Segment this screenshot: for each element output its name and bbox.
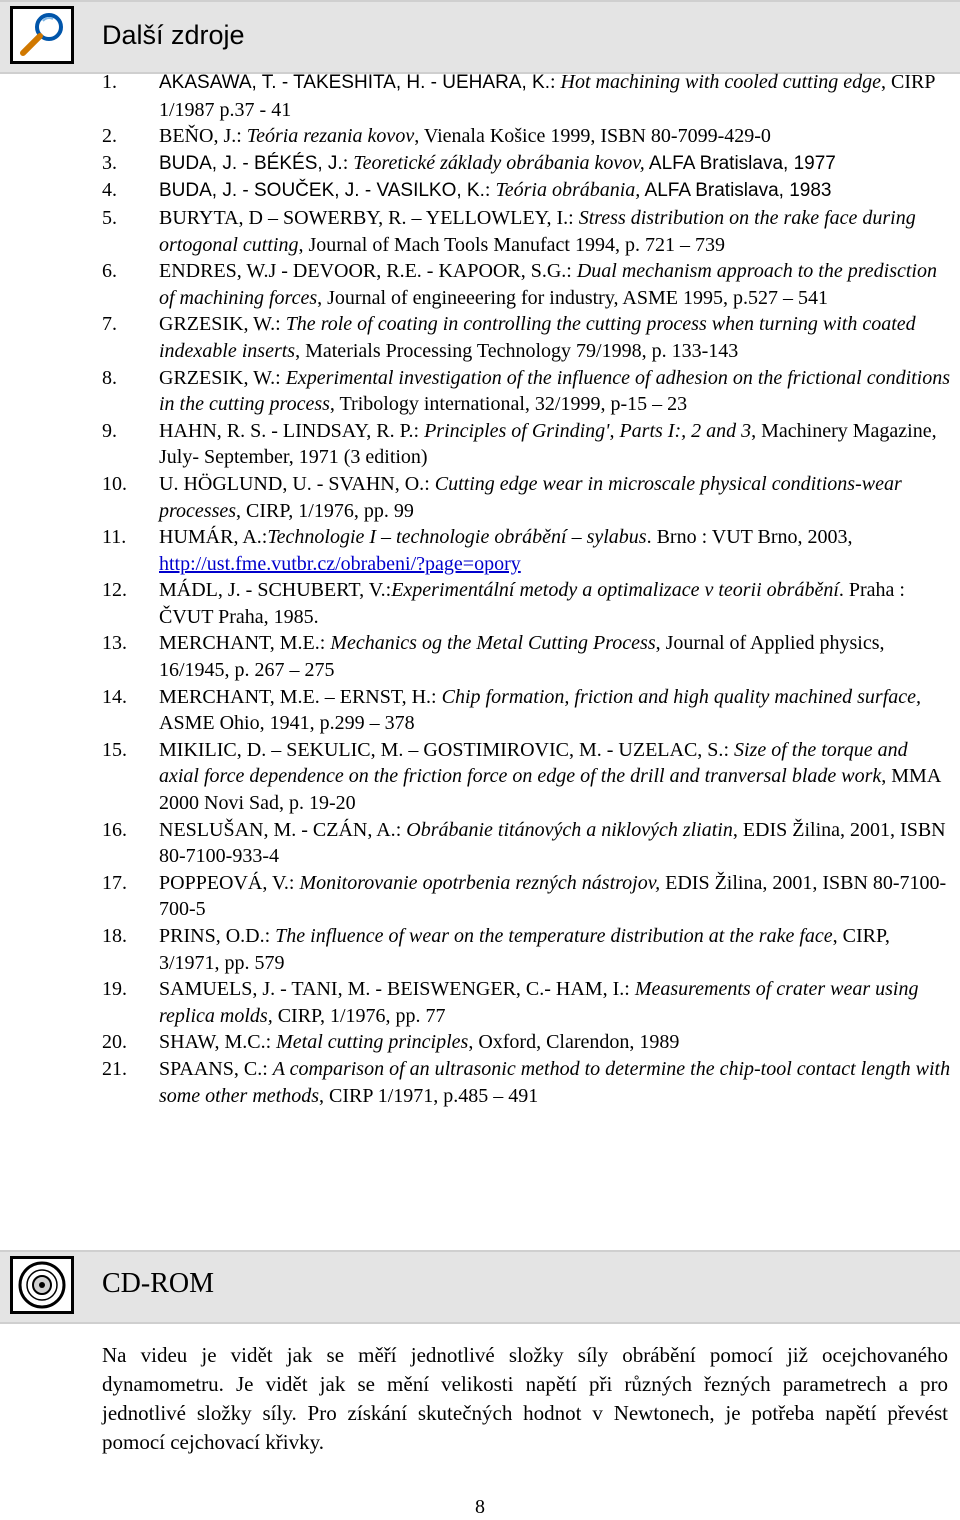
- reference-text: , CIRP, 1/1976, pp. 99: [236, 499, 414, 522]
- cdrom-header-bar: [0, 1250, 960, 1324]
- reference-item: [102, 684, 952, 737]
- reference-text: , Journal of engineeering for industry, ASME 1995, p.527 – 541: [317, 286, 828, 309]
- reference-item: [102, 870, 952, 923]
- reference-item: [102, 471, 952, 524]
- reference-text: , Journal of Mach Tools Manufact 1994, p. 721 – 739: [298, 233, 725, 256]
- reference-text: CIRP, 1/1976, pp. 77: [272, 1004, 446, 1027]
- magnifier-icon-graphic: [13, 9, 71, 61]
- reference-number: 6.: [102, 260, 117, 283]
- reference-text: ALFA Bratislava, 1983: [640, 180, 832, 202]
- reference-text: EDIS Žilina, 2001, ISBN 80-7100-700-5: [159, 871, 947, 921]
- reference-text: SPAANS, C.: [159, 1057, 263, 1080]
- reference-number: 9.: [102, 419, 117, 442]
- reference-text: , Machinery Magazine, July- September, 1971 (3 edition): [159, 419, 937, 469]
- magnifier-icon: [10, 6, 74, 64]
- reference-item: [102, 418, 952, 471]
- reference-number: 2.: [102, 125, 117, 148]
- reference-title: Dual mechanism approach to the predisction of machining forces: [159, 260, 937, 309]
- reference-number: 16.: [102, 818, 127, 841]
- reference-title: Size of the torque and axial force dependence on the friction force on edge of the drill and tranversal blade work: [159, 738, 908, 788]
- reference-text: MERCHANT, M.E.: [159, 632, 320, 655]
- reference-text: , CIRP, 3/1971, pp. 579: [159, 925, 890, 974]
- reference-text: :: [624, 978, 635, 1001]
- reference-item: [102, 737, 952, 817]
- reference-item: [102, 69, 952, 123]
- reference-text: :: [424, 472, 435, 495]
- reference-number: 7.: [102, 313, 117, 336]
- reference-title: Monitorovanie opotrbenia rezných nástrojov,: [299, 871, 661, 894]
- reference-text: BUDA, J. - SOUČEK, J. - VASILKO, K.: [159, 180, 485, 202]
- reference-text: MERCHANT, M.E. – ERNST, H.: [159, 685, 432, 708]
- reference-title: Measurements of crater wear using replica molds,: [159, 978, 919, 1027]
- reference-item: [102, 976, 952, 1029]
- reference-number: 21.: [102, 1057, 127, 1080]
- reference-text: GRZESIK, W.: [159, 313, 276, 336]
- cd-disc-icon-graphic: [13, 1259, 71, 1311]
- reference-number: 11.: [102, 526, 127, 549]
- cd-disc-icon: [10, 1256, 74, 1314]
- reference-text: , Vienala Košice 1999, ISBN 80-7099-429-0: [414, 125, 771, 148]
- reference-title: Technologie I – technologie obrábění – sylabus: [267, 526, 647, 549]
- reference-text: :: [568, 206, 579, 229]
- reference-text: AKASAWA, T. - TAKESHITA, H. - UEHARA, K.: [159, 72, 550, 93]
- reference-text: :: [549, 71, 561, 93]
- reference-text: HAHN, R. S. - LINDSAY, R. P.: [159, 419, 414, 442]
- reference-number: 4.: [102, 179, 117, 202]
- reference-text: PRINS, O.D.: [159, 925, 265, 947]
- reference-text: BUDA, J. - BÉKÉS, J.: [159, 152, 343, 174]
- reference-title: A comparison of an ultrasonic method to determine the chip-tool contact length with some other methods: [159, 1057, 951, 1107]
- reference-text: :: [413, 419, 425, 442]
- reference-item: [102, 150, 952, 178]
- reference-text: , CIRP 1/1987 p.37 - 41: [159, 71, 935, 121]
- reference-number: 17.: [102, 871, 127, 894]
- reference-title: Metal cutting principles: [276, 1031, 469, 1054]
- reference-item: [102, 817, 952, 870]
- reference-text: :: [484, 179, 496, 202]
- reference-item: [102, 123, 952, 150]
- reference-text: :: [261, 526, 268, 549]
- reference-text: , Journal of Applied physics, 16/1945, p. 267 – 275: [159, 632, 885, 682]
- reference-title: Obrábanie titánových a niklových zliatin: [406, 818, 733, 841]
- reference-item: [102, 577, 952, 630]
- reference-text: , EDIS Žilina, 2001, ISBN 80-7100-933-4: [159, 818, 946, 868]
- reference-title: Hot machining with cooled cutting edge: [560, 71, 882, 93]
- reference-text: ASME Ohio, 1941, p.299 – 378: [159, 712, 415, 735]
- reference-item: [102, 1029, 952, 1056]
- reference-number: 18.: [102, 925, 127, 947]
- reference-text: NESLUŠAN, M. - CZÁN, A.: [159, 818, 396, 841]
- reference-text: :: [264, 925, 276, 947]
- reference-title: Stress distribution on the rake face during ortogonal cutting: [159, 206, 916, 256]
- reference-text: . Praha : ČVUT Praha, 1985.: [159, 579, 905, 628]
- reference-title: The role of coating in controlling the cutting process when turning with coated indexable inserts: [159, 313, 916, 362]
- reference-text: , MMA 2000 Novi Sad, p. 19-20: [159, 765, 941, 815]
- reference-text: :: [431, 685, 442, 708]
- reference-text: U. HÖGLUND, U. - SVAHN, O.: [159, 472, 425, 495]
- reference-item: [102, 630, 952, 683]
- reference-title: Teoretické základy obrábania kovov,: [353, 151, 645, 174]
- reference-text: :: [288, 871, 300, 894]
- reference-number: 12.: [102, 579, 127, 602]
- reference-text: :: [265, 1031, 277, 1054]
- reference-item: [102, 1056, 952, 1109]
- reference-link[interactable]: http://ust.fme.vutbr.cz/obrabeni/?page=opory: [159, 552, 521, 575]
- reference-text: . Brno : VUT Brno, 2003,: [646, 526, 853, 549]
- reference-item: [102, 258, 952, 311]
- reference-title: Cutting edge wear in microscale physical conditions-wear processes: [159, 472, 902, 522]
- reference-text: BURYTA, D – SOWERBY, R. – YELLOWLEY, I.: [159, 206, 569, 229]
- cdrom-paragraph: Na videu je vidět jak se měří jednotlivé složky síly obrábění pomocí již ocejchovaného dynamometru. Je vidět jak se mění velikosti napětí při různých řezných parametrech a pro jednotlivé složky síly. Pro získání skutečných hodnot v Newtonech, je potřeba napětí převést pomocí cejchovací křivky.: [102, 1343, 948, 1454]
- reference-number: 20.: [102, 1031, 127, 1054]
- reference-text: :: [395, 818, 407, 841]
- reference-number: 14.: [102, 685, 127, 708]
- reference-text: ENDRES, W.J - DEVOOR, R.E. - KAPOOR, S.G.: [159, 260, 567, 283]
- reference-number: 3.: [102, 151, 117, 174]
- reference-title: Teória rezania kovov: [246, 125, 415, 148]
- page-number: 8: [475, 1496, 485, 1518]
- reference-number: 15.: [102, 738, 127, 761]
- reference-text: SAMUELS, J. - TANI, M. - BEISWENGER, C.- HAM, I.: [159, 978, 625, 1001]
- reference-text: :: [319, 632, 331, 655]
- reference-number: 19.: [102, 978, 127, 1001]
- reference-item: [102, 365, 952, 418]
- sources-header-bar: [0, 0, 960, 74]
- section-title-cdrom: CD-ROM: [102, 1268, 215, 1299]
- reference-number: 10.: [102, 472, 127, 495]
- reference-text: :: [723, 738, 734, 761]
- reference-number: 1.: [102, 71, 117, 93]
- reference-text: :: [262, 1057, 273, 1080]
- reference-item: [102, 923, 952, 976]
- reference-title: Principles of Grinding', Parts I:, 2 and 3: [424, 419, 752, 442]
- reference-text: :: [385, 579, 392, 602]
- reference-title: Chip formation, friction and high quality machined surface,: [441, 685, 922, 708]
- reference-number: 13.: [102, 632, 127, 655]
- reference-text: ALFA Bratislava, 1977: [644, 152, 836, 174]
- reference-text: , Materials Processing Technology 79/1998, p. 133-143: [295, 339, 739, 362]
- reference-text: :: [275, 366, 286, 389]
- reference-item: [102, 177, 952, 205]
- reference-text: :: [275, 313, 286, 336]
- reference-text: POPPEOVÁ, V.: [159, 871, 289, 894]
- reference-text: MIKILIC, D. – SEKULIC, M. – GOSTIMIROVIC, M. - UZELAC, S.: [159, 738, 724, 761]
- reference-number: 5.: [102, 206, 117, 229]
- reference-title: Mechanics og the Metal Cutting Process: [330, 632, 656, 655]
- section-title-sources: Další zdroje: [102, 20, 245, 50]
- reference-title: Experimental investigation of the influence of adhesion on the frictional conditions in the cutting process: [159, 366, 951, 416]
- reference-title: Teória obrábania,: [495, 179, 641, 202]
- reference-item: [102, 524, 952, 577]
- reference-text: BEŇO, J.:: [159, 125, 247, 148]
- reference-text: SHAW, M.C.: [159, 1031, 266, 1054]
- reference-title: The influence of wear on the temperature distribution at the rake face: [275, 925, 833, 947]
- reference-text: HUMÁR, A.: [159, 526, 262, 549]
- reference-text: :: [342, 151, 354, 174]
- reference-number: 8.: [102, 366, 117, 389]
- reference-text: , Oxford, Clarendon, 1989: [468, 1031, 680, 1054]
- reference-text: GRZESIK, W.: [159, 366, 276, 389]
- reference-text: :: [566, 260, 577, 283]
- reference-text: , CIRP 1/1971, p.485 – 491: [318, 1084, 539, 1107]
- reference-item: [102, 205, 952, 258]
- reference-list: [102, 69, 952, 1109]
- reference-item: [102, 311, 952, 364]
- reference-text: , Tribology international, 32/1999, p-15 – 23: [329, 393, 688, 416]
- reference-title: Experimentální metody a optimalizace v teorii obrábění: [391, 579, 839, 602]
- reference-text: MÁDL, J. - SCHUBERT, V.: [159, 579, 386, 602]
